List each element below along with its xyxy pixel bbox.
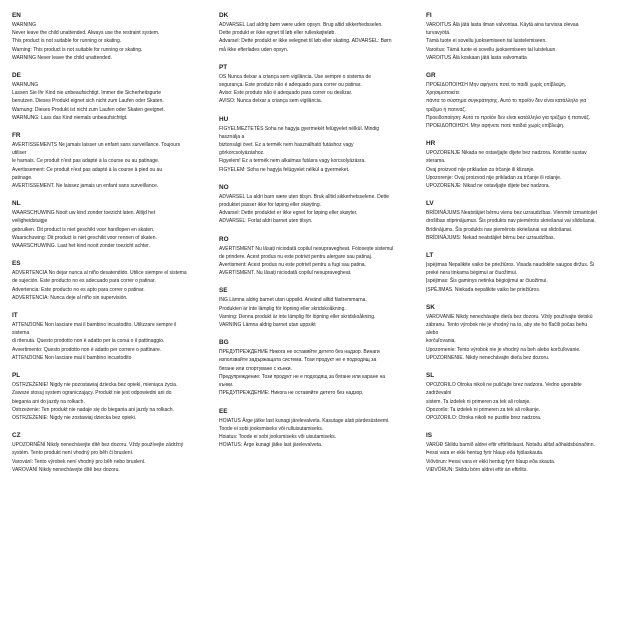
warning-text-line: Avertissement: Ce produit n'est pas adapté à la course à pied ou au bbox=[12, 166, 163, 173]
warning-text-line: turvavyötä. bbox=[426, 30, 451, 37]
warning-text-line: VAROITUS Älä jätä lasta ilman valvontaa. Käytä aina turvissa olevaa bbox=[426, 22, 579, 28]
warning-section-nl bbox=[12, 200, 208, 250]
warning-text-line: Advarsel: Dette produkt er ikke velegnet til løb eller skating. ADVARSEL: Børn bbox=[219, 38, 392, 45]
warning-section-hu bbox=[219, 116, 415, 174]
language-code: DK bbox=[219, 12, 229, 19]
warning-text-line: Warnung: Dieses Produkt ist nicht zum Laufen oder Skaten geeignet. bbox=[12, 106, 165, 113]
language-code: ES bbox=[12, 260, 21, 268]
warning-text-line: BRĪDINĀJUMS Neatstājiet bērnu vienu bez uzraudzības. Vienmēr izmantojiet bbox=[426, 210, 598, 217]
warning-text-line: UPOZORNĚNÍ Nikdy nenechávejte dítě bez dozoru. Vždy používejte zádržný bbox=[12, 442, 184, 449]
warning-text-line: WARNING bbox=[12, 22, 36, 28]
warning-text-line: HOIATUS: Ärge kunagi jätke last järelevalveta. bbox=[219, 442, 323, 449]
warning-text-line: zadrževalni bbox=[426, 390, 452, 397]
warning-text-line: ΠΡΟΕΙΔΟΠΟΙΗΣΗ Μην αφήνετε ποτέ το παιδί χωρίς επίβλεψη. bbox=[426, 82, 567, 89]
language-code: LV bbox=[426, 200, 434, 208]
language-code: BG bbox=[219, 339, 229, 347]
warning-text-line: ADVARSEL Lad aldrig børn være uden opsyn. Brug altid sikkerhedsselen. bbox=[219, 22, 383, 28]
language-code: NL bbox=[12, 200, 21, 208]
warning-text-line: WARNING Never leave the child unattended. bbox=[12, 54, 112, 61]
language-code: CZ bbox=[12, 432, 21, 440]
warning-section-ro bbox=[219, 236, 415, 278]
warning-text-line: Χρησιμοποιείτε bbox=[426, 90, 460, 97]
warning-text-line: FIGYELMEZTETÉS Soha ne hagyja gyermekét felügyelet nélkül. Mindig bbox=[219, 125, 380, 132]
warning-text-line: ATTENZIONE Non lasciare mai il bambino incustodito. Utilizzare sempre il bbox=[12, 322, 177, 329]
language-code: SK bbox=[426, 303, 435, 311]
warning-text-line: de sujeción. Este producto no es adecuado para correr o patinar. bbox=[12, 278, 156, 285]
warning-text-line: systém. Tento produkt není vhodný pro běh či bruslení. bbox=[12, 450, 134, 457]
warning-text-line: OPOZORILO: Otroka nikoli ne pustite brez nadzora. bbox=[426, 414, 542, 421]
warning-text-line: FIGYELEM: Soha ne hagyja felügyelet nélkül a gyermeket. bbox=[219, 166, 350, 173]
warning-text-line: WARNUNG bbox=[12, 82, 39, 89]
language-code: PL bbox=[12, 372, 21, 380]
warning-text-line: Upozorenje: Ovaj proizvod nije prikladan za trčanje ili rolanje. bbox=[426, 174, 562, 181]
warning-text-line: Tämä tuote ei sovellu juoksemiseen tai luistelemiseen. bbox=[426, 38, 547, 45]
warning-text-line: OPOZORILO Otroka nikoli ne puščajte brez nadzora. Vedno uporabite bbox=[426, 382, 582, 389]
warning-section-pl bbox=[12, 372, 208, 422]
warning-text-line: utiliser bbox=[12, 150, 27, 157]
warning-text-line: Upozornenie: Tento výrobok nie je vhodný na beh alebo korčuľovanie. bbox=[426, 346, 581, 353]
warning-text-line: използвайте задържащата система. Този продукт не е подходящ за bbox=[219, 357, 377, 364]
warning-section-no bbox=[219, 184, 415, 226]
warning-text-line: Never leave the child unattended. Always use the restraint system. bbox=[12, 30, 160, 37]
warning-text-line: Предупреждение: Този продукт не е подходящ за бягане или каране на bbox=[219, 373, 386, 380]
language-code: IT bbox=[12, 312, 18, 320]
warning-text-line: WARNUNG: Lass das Kind niemals unbeaufsichtigt. bbox=[12, 114, 128, 121]
warning-text-line: VARÚÐ Skildu barnið aldrei eftir eftirlitslaust. Notaðu alltaf aðhaldsbúnaðinn. bbox=[426, 442, 595, 449]
warning-text-line: Zawsze stosuj system ograniczający. Produkt nie jest odpowiedni ani do bbox=[12, 390, 172, 397]
warning-text-line: τρέξιμο ή πατινάζ. bbox=[426, 106, 466, 113]
warning-text-line: VAROVÁNÍ Nikdy nenechávejte dítě bez dozoru. bbox=[12, 466, 120, 473]
warning-text-line: VARNING Lämna aldrig barnet utan uppsikt bbox=[219, 322, 316, 329]
warning-text-line: sterama. bbox=[426, 158, 446, 165]
warning-section-sk bbox=[426, 304, 622, 362]
warning-text-line: ING Lämna aldrig barnet utan uppsikt. Använd alltid fästremmarna. bbox=[219, 297, 367, 304]
language-code: LT bbox=[426, 252, 434, 260]
warning-text-line: VIÐVÖRUN: Skildu börn aldrei eftir án eftirlits. bbox=[426, 466, 528, 473]
warning-text-line: Figyelem! Ez a termék nem alkalmas futásra vagy korcsolyázásra. bbox=[219, 158, 366, 165]
warning-text-line: benutzen. Dieses Produkt eignet sich nicht zum Laufen oder Skaten. bbox=[12, 98, 164, 105]
warning-text-line: бягане или спортуване с кънки. bbox=[219, 365, 292, 372]
warning-text-line: ΠΡΟΕΙΔΟΠΟΙΗΣΗ. Μην αφήνετε ποτέ παιδιά χωρίς επίβλεψη. bbox=[426, 123, 565, 130]
warning-text-line: di ritenuta. Questo prodotto non è adatto per la corsa o il pattinaggio. bbox=[12, 338, 165, 345]
warning-text-line: segurança. Este produto não é adequado para correr ou patinar. bbox=[219, 82, 362, 89]
warning-text-line: Hoiatus: Toode ei sobi jooksmiseks või uisutamiseks. bbox=[219, 433, 337, 440]
warning-section-lt bbox=[426, 252, 622, 294]
warning-text-line: OS Nunca deixar a criança sem vigilância. Use sempre o sistema de bbox=[219, 73, 372, 80]
warning-text-line: zábranu. Tento výrobok nie je vhodný na to, aby ste ho fľačili počas behu bbox=[426, 322, 588, 329]
warning-text-line: Waarschuwing: Dit product is niet geschikt voor rennen of skaten. bbox=[12, 234, 157, 241]
warning-text-line: HOIATUS Ärge jätke last kunagi järelevalveta. Kasutage alati pärdesüsteemi. bbox=[219, 417, 390, 424]
warning-text-line: BRĪDINĀJUMS: Nekad neatstājiet bērnu bez uzraudzības. bbox=[426, 234, 555, 241]
column-middle bbox=[219, 12, 415, 459]
warning-text-line: biztonsági övet. Ez a termék nem használható futáshoz vagy bbox=[219, 142, 354, 149]
warning-text-line: Produkten är inte lämplig för löpning eller skridskoåkning. bbox=[219, 305, 346, 312]
warning-text-line: Brīdinājums. Šis produkts nav piemērots skriešanai vai slidošanai. bbox=[426, 226, 573, 233]
warning-text-line: veiligheidstuigje bbox=[12, 218, 48, 225]
warning-text-line: кънки. bbox=[219, 382, 234, 389]
language-code: NO bbox=[219, 183, 229, 191]
warning-section-se bbox=[219, 287, 415, 329]
warning-section-fi bbox=[426, 12, 622, 62]
warning-section-de bbox=[12, 72, 208, 122]
warning-section-cz bbox=[12, 432, 208, 474]
warning-text-line: AVERTISMENT Nu lăsați niciodată copilul nesupravegheat. Folosește sistemul bbox=[219, 245, 394, 252]
warning-text-line: Įspėjimas: Šis gaminys netinka bėgiojimui ar čiuožimui. bbox=[426, 278, 548, 285]
warning-section-bg bbox=[219, 339, 415, 397]
warning-text-line: UPOZORENJE: Nikad ne ostavljajte dijete bez nadzora. bbox=[426, 183, 550, 190]
warning-text-line: AVISO: Nunca deixar a criança sem vigilância. bbox=[219, 98, 323, 105]
warning-text-line: UPOZORNENIE. Nikdy nenechávajte dieťa bez dozoru. bbox=[426, 354, 550, 361]
warning-text-line: Lassen Sie Ihr Kind nie unbeaufsichtigt. Immer die Sicherheitsgurte bbox=[12, 90, 161, 97]
warning-text-line: Avertisment: Acest produs nu este potrivit pentru a fugi sau patina. bbox=[219, 262, 366, 269]
warning-section-it bbox=[12, 312, 208, 362]
column-left bbox=[12, 12, 208, 484]
warning-section-sl bbox=[426, 372, 622, 422]
warning-section-lv bbox=[426, 200, 622, 242]
warning-text-line: de prindere. Acest produs nu este potrivit pentru alergare sau patinaj. bbox=[219, 253, 373, 260]
warning-text-line: WAARSCHUWING. Laat het kind nooit zonder toezicht achter. bbox=[12, 243, 150, 250]
language-code: FI bbox=[426, 12, 432, 19]
language-code: PT bbox=[219, 63, 228, 71]
warning-text-line: UPOZORENJE Nikada ne ostavljajte dijete bez nadzora. Koristite sustav bbox=[426, 150, 587, 157]
warning-section-dk bbox=[219, 12, 415, 54]
warning-section-is bbox=[426, 432, 622, 474]
warning-text-line: ATTENZIONE Non lasciare mai il bambino incustodito bbox=[12, 354, 132, 361]
warning-text-line: Varoitus: Tämä tuote ei sovellu juoksemiseen tai luisteluun. bbox=[426, 46, 557, 53]
language-code: EE bbox=[219, 407, 228, 415]
warning-section-ee bbox=[219, 408, 415, 450]
warning-text-line: Aviso: Este produto não é adequado para correr ou deslizar. bbox=[219, 90, 353, 97]
language-code: SL bbox=[426, 372, 435, 380]
warning-text-line: AVERTISMENT. Nu lăsați niciodată copilul nesupravegheat. bbox=[219, 270, 352, 277]
warning-text-line: Toode ei sobi jooksmiseks või rulluisutamiseks. bbox=[219, 425, 324, 432]
warning-text-line: biegania ani do jazdy na rolkach. bbox=[12, 398, 85, 405]
warning-text-line: OSTRZEŻENIE! Nigdy nie pozostawiaj dziecka bez opieki, mieniąca życia. bbox=[12, 382, 178, 389]
warning-text-line: Įspėjimas Nepalikite vaiko be priežiūros. Visada naudokite saugos diržus. Ši bbox=[426, 262, 595, 269]
warning-text-line: VAROITUS Älä koskaan jätä lasta valvomatta bbox=[426, 54, 527, 61]
warning-text-line: This product is not suitable for running or skating. bbox=[12, 38, 122, 45]
language-code: FR bbox=[12, 132, 21, 140]
warning-text-line: Varování: Tento výrobek není vhodný pro běh nebo bruslení. bbox=[12, 458, 146, 465]
warning-text-line: korčuľovania. bbox=[426, 338, 456, 345]
warning-text-line: alebo bbox=[426, 330, 439, 337]
warning-text-line: Viðvörun: Þessi vara er ekki hentug fyrir hlaup eða skauta. bbox=[426, 458, 556, 465]
language-code: GR bbox=[426, 72, 436, 80]
language-code: DE bbox=[12, 72, 21, 80]
warning-text-line: patinage. bbox=[12, 174, 33, 181]
language-code: IS bbox=[426, 432, 433, 440]
warning-text-line: Varning: Denna produkt är inte lämplig för löpning eller skridskoåkning. bbox=[219, 313, 376, 320]
language-code: EN bbox=[12, 12, 21, 19]
warning-text-line: OSTRZEŻENIE: Nigdy nie zostawiaj dziecka bez opieki. bbox=[12, 414, 137, 421]
warning-text-line: görkorcsolyázáshoz. bbox=[219, 150, 265, 157]
warning-text-line: VAROVANIE Nikdy nenechávajte dieťa bez dozoru. Vždy používajte detskú bbox=[426, 313, 593, 320]
warning-text-line: Advarsel: Dette produktet er ikke egnet for løping eller skøyter. bbox=[219, 210, 358, 217]
warning-section-gr bbox=[426, 72, 622, 130]
warning-text-line: må ikke efterlades uden opsyn. bbox=[219, 46, 289, 53]
warning-text-line: AVERTISSEMENT. Ne laissez jamais un enfant sans surveillance. bbox=[12, 183, 159, 190]
warning-text-line: AVERTISSEMENTS Ne jamais laisser un enfant sans surveillance. Toujours bbox=[12, 142, 181, 149]
language-code: HU bbox=[219, 115, 229, 123]
warning-text-line: Warning: This product is not suitable for running or skating. bbox=[12, 46, 143, 53]
warning-text-line: drošības stiprinājumus. Šis produkts nav piemērots skriešanai vai slidošanai. bbox=[426, 218, 596, 225]
warning-text-line: gebruiken. Dit product is niet geschikt voor hardlopen en skaten. bbox=[12, 226, 155, 233]
warning-text-line: Ostrzeżenie: Ten produkt nie nadaje się do biegania ani jazdy na rolkach. bbox=[12, 406, 174, 413]
warning-text-line: ĮSPĖJIMAS. Niekada nepalikite vaiko be priežiūros. bbox=[426, 286, 541, 293]
warning-section-en bbox=[12, 12, 208, 62]
warning-text-line: sistem. Ta izdelek ni primeren za tek ali rolanje. bbox=[426, 398, 531, 405]
warning-text-line: használja a bbox=[219, 133, 245, 140]
warning-section-pt bbox=[219, 64, 415, 106]
warning-text-line: ПРЕДУПРЕЖДЕНИЕ Никога не оставяйте детето без надзор. Винаги bbox=[219, 349, 380, 356]
warning-text-line: Ovaj proizvod nije prikladan za trčanje ili klizanje. bbox=[426, 166, 535, 173]
warning-text-line: Þessi vara er ekki hentug fyrir hlaup eða hjólaskauta. bbox=[426, 450, 544, 457]
warning-text-line: Opozorilo: Ta izdelek ni primeren za tek ali rolkanje. bbox=[426, 406, 541, 413]
warning-section-hr bbox=[426, 140, 622, 190]
warning-section-es bbox=[12, 260, 208, 302]
warning-text-line: Advertencia: Este producto no es apto para correr o patinar. bbox=[12, 286, 145, 293]
warning-text-line: ПРЕДУПРЕЖДЕНИЕ: Никога не оставяйте детето без надзор. bbox=[219, 390, 364, 397]
column-right bbox=[426, 12, 622, 484]
warning-text-line: Προειδοποίηση: Αυτό το προϊόν δεν είναι κατάλληλο για τρέξιμο ή πατινάζ. bbox=[426, 114, 591, 121]
warning-text-line: ADVARSEL: Forlat aldri barnet uten tilsyn. bbox=[219, 218, 313, 225]
warning-text-line: sistema bbox=[12, 330, 30, 337]
warning-section-fr bbox=[12, 132, 208, 190]
warning-text-line: le harnais. Ce produit n'est pas adapté à la course ou au patinage. bbox=[12, 158, 160, 165]
language-code: RO bbox=[219, 235, 229, 243]
warning-text-line: ADVERTENCIA: Nunca deje al niño sin supervisión. bbox=[12, 294, 128, 301]
warning-text-line: Avvertimento: Questo prodotto non è adatto per correre o pattinare. bbox=[12, 346, 162, 353]
language-code: HR bbox=[426, 140, 436, 148]
warning-text-line: WAARSCHUWING Nooit uw kind zonder toezicht laten. Altijd het bbox=[12, 210, 156, 217]
warning-text-line: Dette produkt er ikke egnet til løb eller rulleskøjteløb. bbox=[219, 30, 336, 37]
warning-text-line: produktet passer ikke for løping eller skøyting. bbox=[219, 202, 321, 209]
language-code: SE bbox=[219, 287, 228, 295]
warning-text-line: ADVARSEL La aldri barn være uten tilsyn. Bruk alltid sikkerhetsselene. Dette bbox=[219, 193, 390, 200]
warning-text-line: ADVERTENCIA No dejar nunca al niño desatendido. Utilice siempre el sistema bbox=[12, 270, 187, 277]
warning-text-line: πάντα το σύστημα συγκράτησης. Αυτό το προϊόν δεν είναι κατάλληλο για bbox=[426, 98, 587, 105]
warning-text-line: prekė nėra tinkama bėgimui ar čiuožimui. bbox=[426, 270, 518, 277]
